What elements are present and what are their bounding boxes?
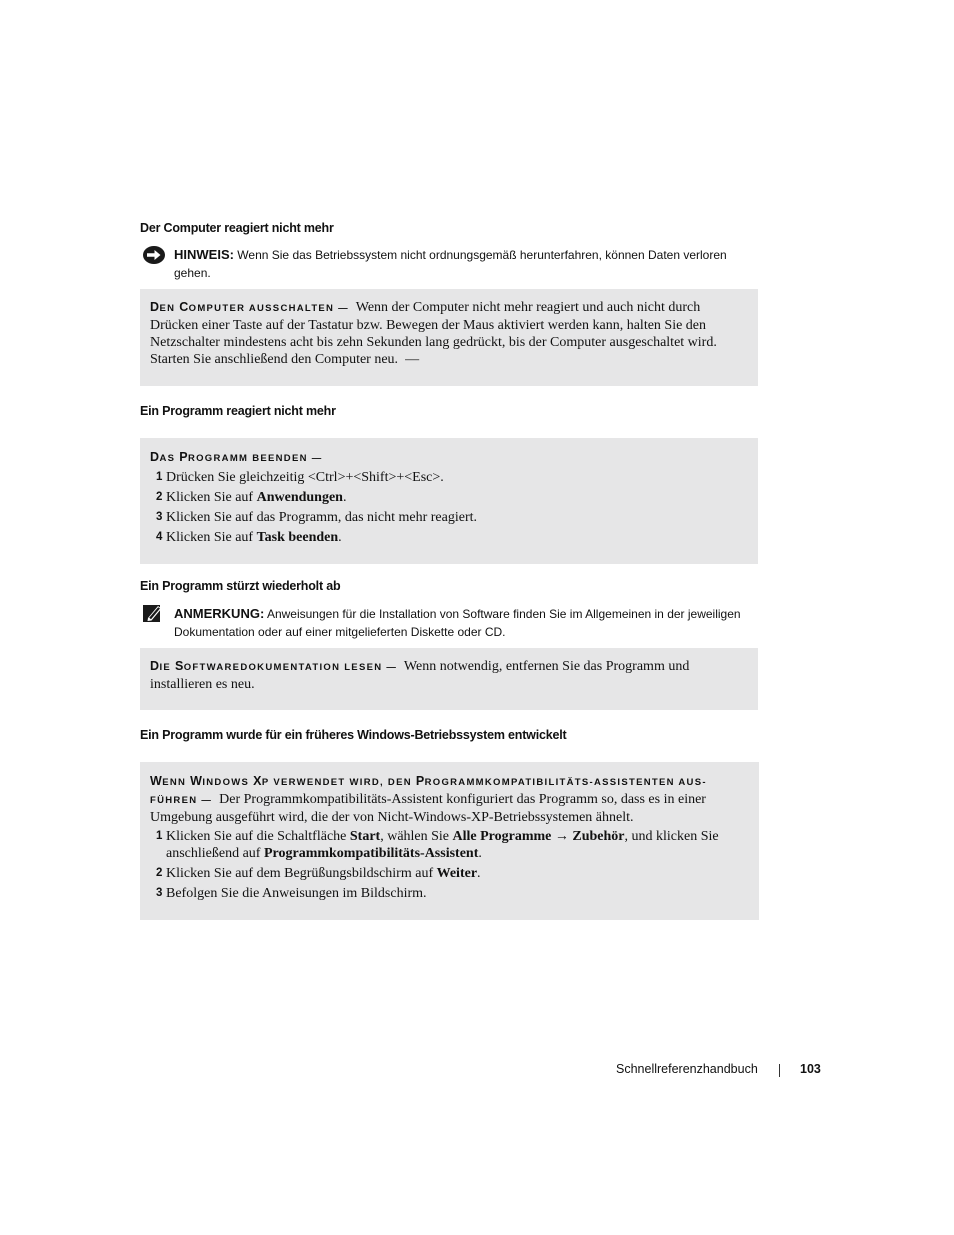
step-item (156, 509, 746, 526)
procedure-title: DIE SOFTWAREDOKUMENTATION LESEN — (150, 659, 398, 673)
footer-divider (779, 1064, 780, 1077)
step-text: Klicken Sie auf Anwendungen. (166, 490, 347, 505)
remark-note (174, 605, 754, 641)
procedure-end: — (405, 352, 420, 367)
step-text: Befolgen Sie die Anweisungen im Bildschirm. (166, 886, 427, 901)
footer-book-title: Schnellreferenzhandbuch (616, 1062, 758, 1076)
procedure-body: Wenn der Computer nicht mehr reagiert und auch nicht durch Drücken einer Taste auf der Tastatur bzw. Bewegen der Maus aktiviert werden kann, halten Sie den Netzschalter mindestens acht bis zehn Sekunden lang gedrückt, bis der Computer ausgeschaltet wird. Starten Sie anschließend den Computer neu. (150, 300, 717, 367)
pencil-note-icon (142, 602, 164, 624)
remark-label: ANMERKUNG: (174, 606, 265, 621)
procedure-box (140, 289, 758, 386)
step-item (156, 885, 746, 902)
section-heading: Ein Programm wurde für ein früheres Windows-Betriebssystem entwickelt (140, 728, 567, 742)
procedure-box (140, 438, 758, 564)
step-text: Klicken Sie auf dem Begrüßungsbildschirm auf Weiter. (166, 866, 481, 881)
step-number: 4 (156, 531, 163, 543)
notice-note (174, 246, 764, 282)
step-number: 2 (156, 491, 163, 503)
procedure-title-cont: FÜHREN — (150, 795, 213, 806)
step-number: 2 (156, 867, 163, 879)
procedure-body: Der Programmkompatibilitäts-Assistent konfiguriert das Programm so, dass es in einer Umgebung ausgeführt wird, die der von Nicht-Windows-XP-Betriebssystemen ähnelt. (150, 792, 706, 825)
procedure-box (140, 648, 758, 710)
step-list (156, 828, 746, 902)
step-number: 3 (156, 887, 163, 899)
step-text: Drücken Sie gleichzeitig <Ctrl>+<Shift>+<Esc>. (166, 470, 444, 485)
procedure-box (140, 762, 759, 920)
section-heading: Ein Programm reagiert nicht mehr (140, 404, 336, 418)
notice-icon (142, 245, 166, 265)
step-item (156, 469, 746, 486)
procedure-title: WENN WINDOWS XP VERWENDET WIRD, DEN PROGRAMMKOMPATIBILITÄTS-ASSISTENTEN AUS- (150, 774, 707, 788)
notice-label: HINWEIS: (174, 247, 234, 262)
step-number: 1 (156, 471, 163, 483)
procedure-title: DEN COMPUTER AUSSCHALTEN — (150, 300, 349, 314)
procedure-text (150, 299, 748, 368)
step-item (156, 828, 746, 862)
remark-text: Anweisungen für die Installation von Software finden Sie im Allgemeinen in der jeweiligen Dokumentation oder auf einer mitgelieferten Diskette oder CD. (174, 607, 741, 639)
step-list (156, 469, 746, 546)
notice-text: Wenn Sie das Betriebssystem nicht ordnungsgemäß herunterfahren, können Daten verloren gehen. (174, 248, 727, 280)
procedure-body: Wenn notwendig, entfernen Sie das Programm und installieren es neu. (150, 659, 690, 692)
procedure-text (150, 773, 750, 826)
section-heading: Ein Programm stürzt wiederholt ab (140, 579, 341, 593)
step-item (156, 529, 746, 546)
step-item (156, 489, 746, 506)
procedure-text (150, 658, 748, 693)
step-number: 3 (156, 511, 163, 523)
step-text: Klicken Sie auf das Programm, das nicht mehr reagiert. (166, 510, 478, 525)
page-number: 103 (800, 1062, 821, 1076)
step-item (156, 865, 746, 882)
step-text: Klicken Sie auf die Schaltfläche Start, wählen Sie Alle Programme → Zubehör, und klicken Sie anschließend auf Programmkompatibilitäts-Assistent. (166, 829, 719, 861)
step-text: Klicken Sie auf Task beenden. (166, 530, 342, 545)
step-number: 1 (156, 830, 163, 842)
section-heading: Der Computer reagiert nicht mehr (140, 221, 334, 235)
procedure-title: DAS PROGRAMM BEENDEN — (150, 450, 323, 464)
